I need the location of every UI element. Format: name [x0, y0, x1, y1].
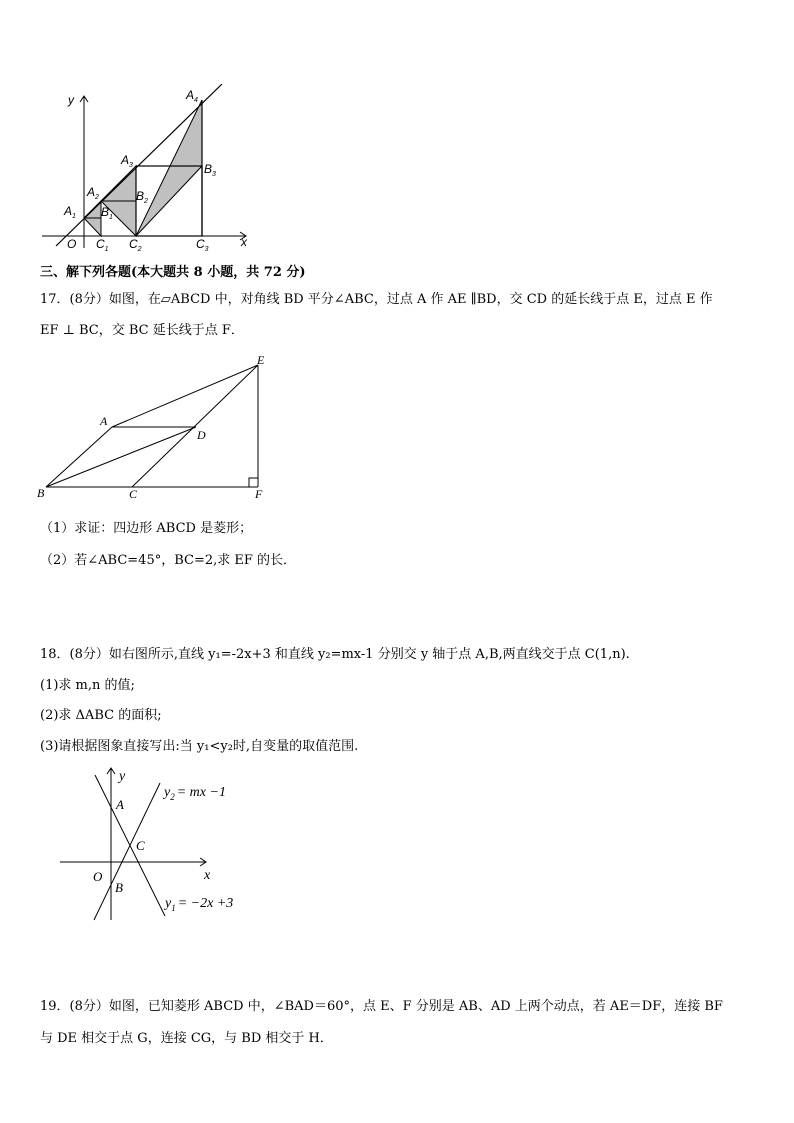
- label-C2: $C_2$: [129, 237, 142, 252]
- segment-CE: [132, 365, 258, 487]
- label-y1-equation: $y_1 = -2x +3$: [165, 896, 234, 913]
- q18-sub3: (3)请根据图象直接写出:当 y₁<y₂时,自变量的取值范围.: [40, 739, 359, 754]
- q19-line2: 与 DE 相交于点 G，连接 CG，与 BD 相交于 H．: [40, 1031, 333, 1046]
- two-lines-figure: [56, 764, 286, 924]
- q17-sub1: （1）求证：四边形 ABCD 是菱形；: [40, 521, 253, 536]
- label-B1: $B_1$: [101, 205, 113, 221]
- section-heading: 三、解下列各题(本大题共 8 小题，共 72 分): [40, 265, 306, 280]
- origin-label: O: [67, 237, 77, 251]
- line-y2: [94, 783, 160, 920]
- label-A4: $A_4$: [186, 88, 198, 104]
- axis-x-label: x: [204, 868, 211, 883]
- label-C: C: [136, 838, 145, 853]
- label-y2-equation: $y_2$ = mx −1: [164, 785, 226, 802]
- shaded-triangle-3: [136, 100, 202, 236]
- right-angle-mark: [249, 478, 258, 487]
- q18-sub2: (2)求 ΔABC 的面积;: [40, 708, 162, 723]
- segment-AB: [46, 427, 112, 487]
- q19-line1: 19．(8分）如图，已知菱形 ABCD 中，∠BAD＝60°，点 E、F 分别是 AB、AD 上两个动点，若 AE＝DF，连接 BF: [40, 999, 723, 1014]
- label-A: A: [100, 414, 108, 428]
- axis-y-label: y: [68, 93, 74, 107]
- origin-label: O: [93, 869, 103, 884]
- label-B: B: [37, 486, 45, 500]
- label-A3: $A_3$: [121, 153, 133, 169]
- label-C3: $C_3$: [196, 237, 209, 252]
- q18-line1: 18．(8分）如右图所示,直线 y₁=-2x+3 和直线 y₂=mx-1 分别交 y 轴于点 A,B,两直线交于点 C(1,n).: [40, 647, 630, 662]
- label-C1: $C_1$: [96, 237, 109, 252]
- axis-y-label: y: [119, 769, 126, 784]
- label-E: E: [257, 353, 265, 367]
- staircase-figure: [38, 84, 258, 252]
- label-A2: $A_2$: [87, 185, 99, 201]
- q17-line1: 17．(8分）如图，在▱ABCD 中，对角线 BD 平分∠ABC，过点 A 作 AE ∥BD，交 CD 的延长线于点 E，过点 E 作: [40, 292, 713, 307]
- label-A1: $A_1$: [64, 204, 76, 220]
- q17-sub2: （2）若∠ABC=45°，BC=2,求 EF 的长．: [40, 553, 297, 568]
- parallelogram-figure: [34, 350, 274, 505]
- axis-x-label: x: [241, 235, 247, 249]
- label-B: B: [115, 880, 123, 895]
- label-C: C: [129, 487, 138, 501]
- q17-line2: EF ⊥ BC，交 BC 延长线于点 F．: [40, 323, 244, 338]
- label-F: F: [255, 487, 263, 501]
- label-D: D: [197, 428, 206, 442]
- label-B3: $B_3$: [204, 162, 216, 178]
- q18-sub1: (1)求 m,n 的值;: [40, 678, 135, 693]
- segment-AE: [112, 365, 258, 427]
- segment-BD: [46, 427, 196, 487]
- label-A: A: [116, 797, 124, 812]
- label-B2: $B_2$: [136, 189, 148, 205]
